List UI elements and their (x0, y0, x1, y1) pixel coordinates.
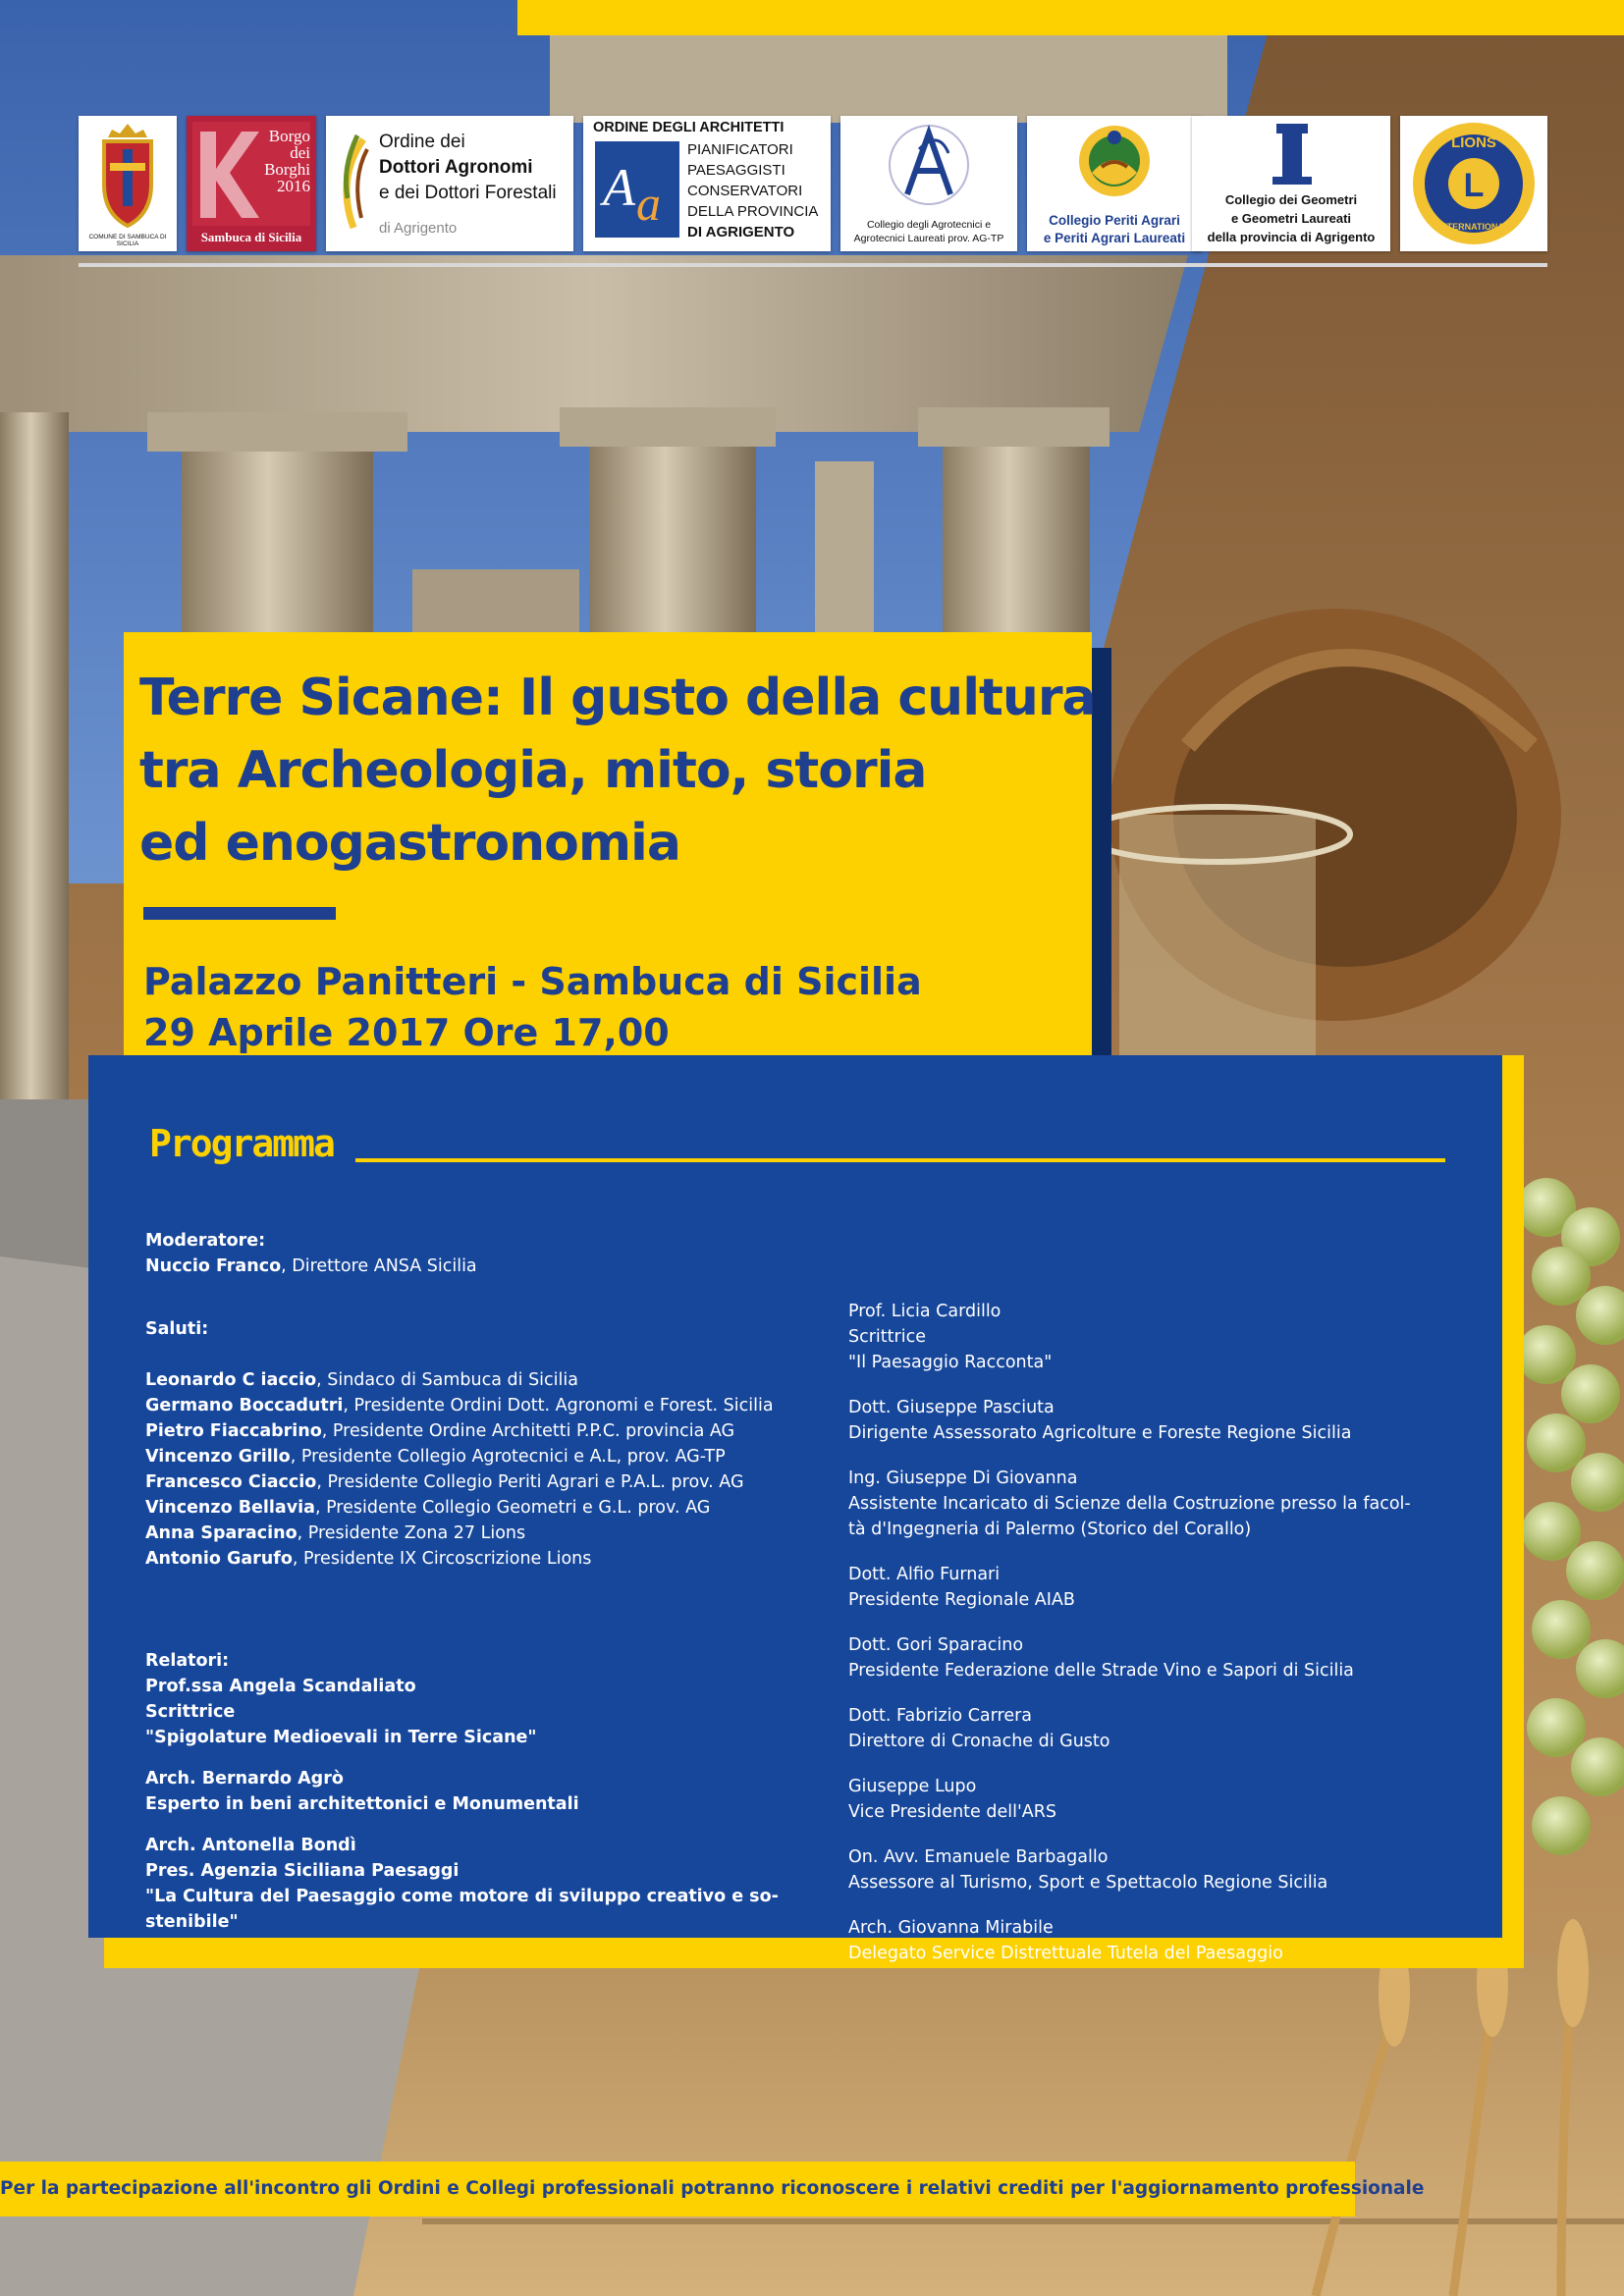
periti-agrari-text: Collegio Periti Agrari e Periti Agrari Laureati (1043, 213, 1186, 245)
logo-lions-international (1400, 116, 1547, 251)
speaker-entry: Arch. Bernardo Agrò Esperto in beni architettonici e Monumentali (145, 1769, 579, 1814)
speaker-entry: Giuseppe Lupo Vice Presidente dell'ARS (848, 1777, 1057, 1822)
agrotecnici-seal-icon (880, 120, 978, 214)
international-text: INTERNATIONAL (1437, 222, 1510, 232)
greeting-entry: Germano Boccadutri, Presidente Ordini Dott. Agronomi e Forest. Sicilia (145, 1396, 774, 1415)
speaker-entry: Prof. Licia Cardillo Scrittrice "Il Paesaggio Racconta" (848, 1302, 1053, 1372)
logo-caption: di Agrigento (379, 220, 458, 237)
leaf-swoosh-icon (332, 130, 371, 238)
crest-icon (79, 116, 177, 251)
speaker-entry: Arch. Antonella Bondì Pres. Agenzia Siciliana Paesaggi "La Cultura del Paesaggio come motore di sviluppo creativo e so- stenibile" (145, 1836, 779, 1932)
sponsor-logo-strip (79, 116, 1547, 253)
programme-heading-rule (355, 1158, 1445, 1162)
logo-ordine-agronomi (326, 116, 573, 251)
programme-right-column (848, 1299, 1496, 1966)
greeting-entry: Vincenzo Bellavia, Presidente Collegio Geometri e G.L. prov. AG (145, 1498, 711, 1518)
speaker-entry: Arch. Giovanna Mirabile Delegato Service Distrettuale Tutela del Paesaggio (848, 1918, 1283, 1963)
event-venue (143, 956, 1076, 1058)
speaker-entry: Dott. Alfio Furnari Presidente Regionale AIAB (848, 1565, 1075, 1610)
greeting-entry: Leonardo C iaccio, Sindaco di Sambuca di Sicilia (145, 1370, 578, 1390)
speaker-entry: Dott. Giuseppe Pasciuta Dirigente Assessorato Agricolture e Foreste Regione Sicilia (848, 1398, 1352, 1443)
borgo-text: Borgo dei Borghi 2016 (264, 127, 310, 195)
logo-strip-underline (79, 263, 1547, 267)
title-accent-bar (143, 907, 336, 920)
greeting-entry: Antonio Garufo, Presidente IX Circoscrizione Lions (145, 1549, 592, 1569)
speaker-entry: Prof.ssa Angela Scandaliato Scrittrice "Spigolature Medioevali in Terre Sicane" (145, 1677, 537, 1747)
speakers-label: Relatori: (145, 1651, 230, 1671)
title-line-3: ed enogastronomia (139, 814, 680, 873)
greeting-entry: Anna Sparacino, Presidente Zona 27 Lions (145, 1523, 526, 1543)
logo-borgo-dei-borghi (187, 116, 316, 251)
moderator-entry: Nuccio Franco, Direttore ANSA Sicilia (145, 1256, 477, 1276)
title-line-1: Terre Sicane: Il gusto della cultura (139, 668, 1096, 727)
speaker-entry: Dott. Gori Sparacino Presidente Federazione delle Strade Vino e Sapori di Sicilia (848, 1635, 1354, 1681)
logo-caption: COMUNE DI SAMBUCA DI SICILIA (88, 234, 167, 247)
architetti-header: ORDINE DEGLI ARCHITETTI (593, 120, 785, 135)
greeting-entry: Francesco Ciaccio, Presidente Collegio Periti Agrari e P.A.L. prov. AG (145, 1472, 744, 1492)
footer-credits-note: Per la partecipazione all'incontro gli Ordini e Collegi professionali potranno riconoscere i relativi crediti per l'aggiornamento professionale (0, 2178, 1425, 2199)
agrotecnici-text: Collegio degli Agrotecnici e Agrotecnici Laureati prov. AG-TP (853, 219, 1004, 244)
speaker-entry: Ing. Giuseppe Di Giovanna Assistente Incaricato di Scienze della Costruzione presso la facol- tà d'Ingegneria di Palermo (Storico del Corallo) (848, 1468, 1411, 1539)
agronomi-text: Ordine dei Dottori Agronomi e dei Dottori Forestali (379, 132, 557, 203)
title-box (124, 632, 1096, 1086)
architetti-aa-icon: A a (595, 141, 679, 238)
logo-collegio-geometri (1192, 116, 1390, 251)
logo-caption: Sambuca di Sicilia (200, 230, 302, 244)
logo-comune-sambuca (79, 116, 177, 251)
logo-ordine-architetti (583, 116, 831, 251)
borgo-k-icon (194, 126, 263, 224)
architetti-text: PIANIFICATORI PAESAGGISTI CONSERVATORI DELLA PROVINCIA DI AGRIGENTO (687, 141, 819, 240)
greeting-entry: Pietro Fiaccabrino, Presidente Ordine Architetti P.P.C. provincia AG (145, 1421, 735, 1441)
title-line-2: tra Archeologia, mito, storia (139, 741, 927, 800)
geometri-monument-icon (1263, 118, 1322, 187)
speaker-entry: On. Avv. Emanuele Barbagallo Assessore al Turismo, Sport e Spettacolo Regione Sicilia (848, 1847, 1328, 1893)
top-stripe (517, 0, 1624, 35)
programme-panel (88, 1055, 1502, 1963)
lions-emblem-icon (1405, 118, 1543, 249)
venue-place: Palazzo Panitteri - Sambuca di Sicilia (143, 960, 922, 1003)
logo-collegio-agrotecnici (840, 116, 1017, 251)
speaker-entry: Dott. Fabrizio Carrera Direttore di Cronache di Gusto (848, 1706, 1110, 1751)
greeting-entry: Vincenzo Grillo, Presidente Collegio Agrotecnici e A.L, prov. AG-TP (145, 1447, 726, 1467)
periti-agrari-emblem-icon (1072, 118, 1157, 210)
svg-text:L: L (1463, 167, 1485, 204)
venue-datetime: 29 Aprile 2017 Ore 17,00 (143, 1011, 670, 1054)
greetings-label: Saluti: (145, 1319, 209, 1339)
programme-heading: Programma (149, 1122, 334, 1165)
footer-banner (0, 2162, 1425, 2216)
event-title (139, 662, 1096, 880)
moderator-label: Moderatore: (145, 1231, 266, 1251)
programme-left-column (145, 1228, 784, 1935)
logo-collegio-periti-agrari (1027, 116, 1202, 251)
geometri-text: Collegio dei Geometri e Geometri Laureati della provincia di Agrigento (1207, 192, 1376, 244)
lions-text: LIONS (1451, 134, 1496, 151)
